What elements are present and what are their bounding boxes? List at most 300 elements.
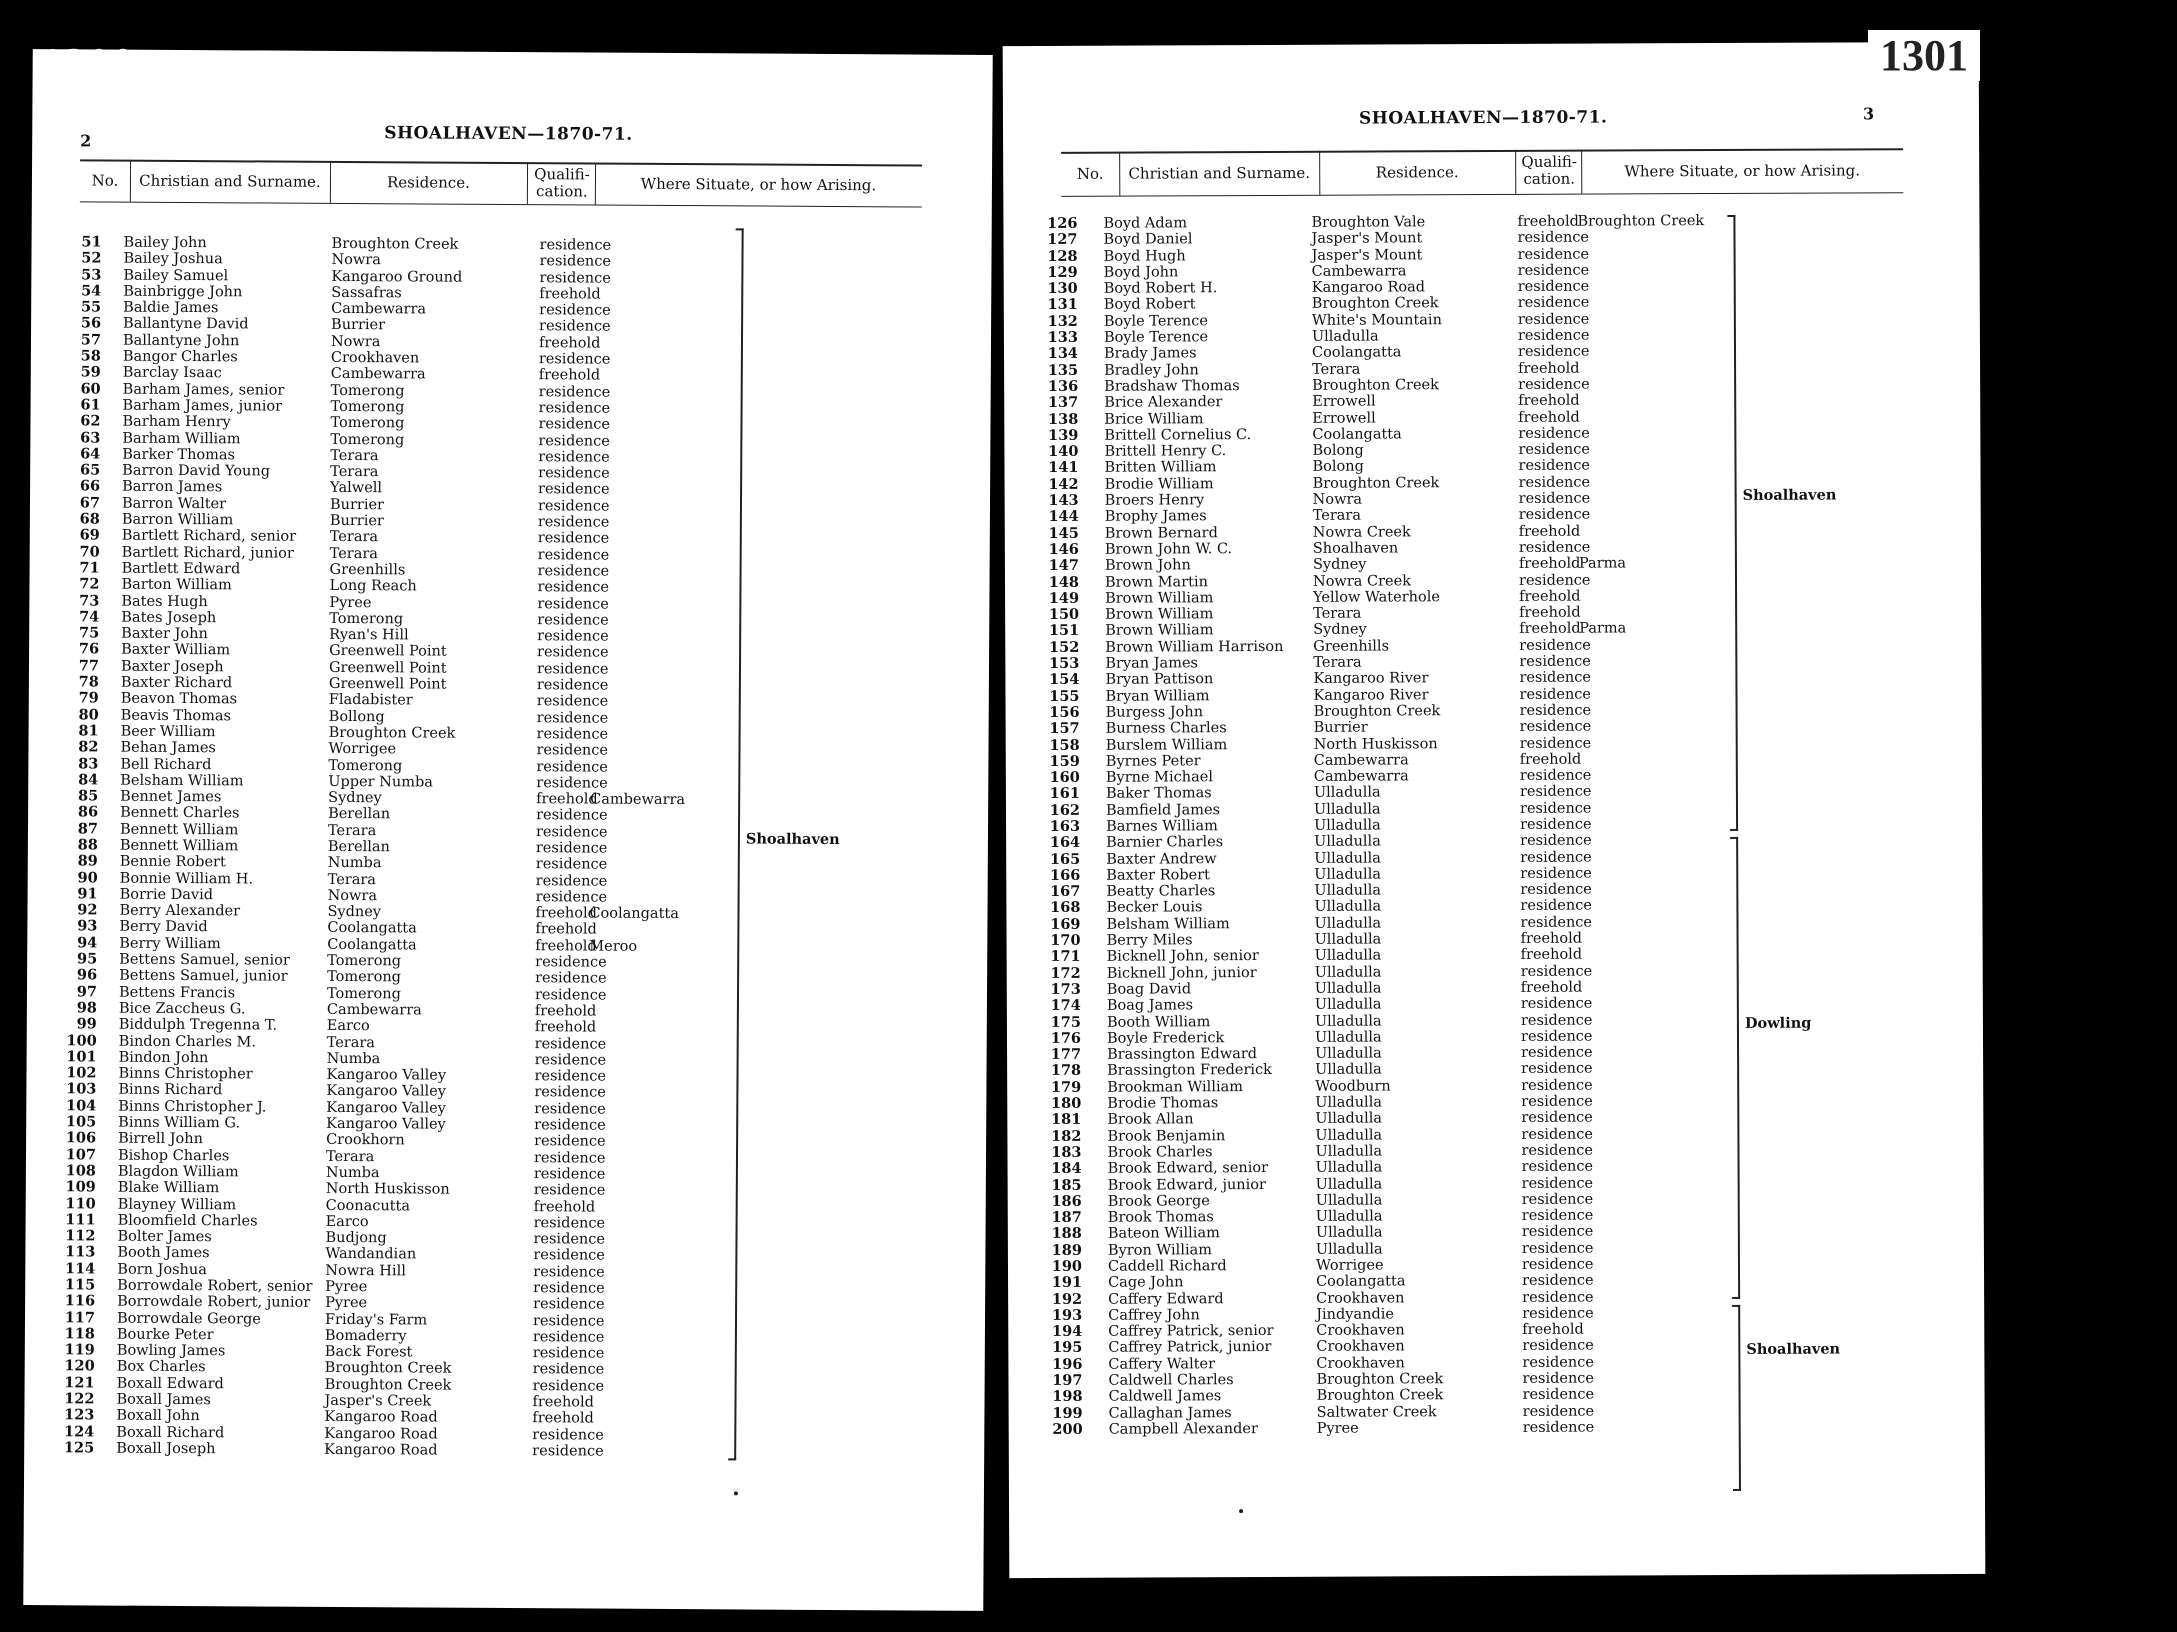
entry-qualification: residence	[534, 986, 607, 1004]
entry-number: 69	[79, 526, 100, 544]
entry-name: Barham James, senior	[122, 381, 285, 399]
entry-qualification: residence	[1521, 1207, 1594, 1224]
entry-name: Caffery Edward	[1108, 1290, 1224, 1308]
entry-qualification: freehold	[535, 905, 597, 922]
entry-residence: Terara	[1312, 361, 1361, 378]
entry-name: Bishop Charles	[117, 1147, 230, 1164]
entry-number: 182	[1051, 1127, 1082, 1145]
corner-folio-right: 1301	[1868, 30, 1980, 81]
entry-number: 148	[1048, 573, 1080, 591]
entry-name: Brookman William	[1107, 1078, 1244, 1096]
entry-number: 179	[1050, 1078, 1082, 1096]
entry-name: Bloomfield Charles	[117, 1212, 258, 1230]
entry-number: 199	[1052, 1404, 1083, 1422]
entry-qualification: residence	[532, 1443, 604, 1460]
entry-qualification: residence	[1520, 849, 1592, 866]
entry-residence: Pyree	[1316, 1420, 1359, 1437]
entry-where-situate: Parma	[1578, 555, 1627, 572]
entry-residence: Ulladulla	[1313, 801, 1381, 818]
entry-name: Bates Hugh	[121, 593, 208, 610]
bracket-label: Shoalhaven	[745, 830, 840, 849]
entry-number: 166	[1049, 866, 1081, 884]
entry-qualification: residence	[536, 709, 609, 727]
entry-number: 197	[1052, 1371, 1083, 1390]
entry-name: Brice Alexander	[1104, 394, 1223, 411]
entry-number: 163	[1049, 817, 1081, 835]
entry-residence: Ulladulla	[1314, 866, 1382, 883]
entry-number: 178	[1050, 1062, 1082, 1080]
entry-residence: Ulladulla	[1314, 996, 1382, 1014]
entry-number: 169	[1050, 915, 1081, 933]
entry-residence: Kangaroo Road	[1311, 279, 1426, 296]
entry-residence: Bolong	[1312, 442, 1364, 459]
entry-qualification: residence	[1519, 702, 1592, 719]
entry-name: Bicknell John, junior	[1106, 964, 1257, 982]
entry-qualification: residence	[1522, 1419, 1595, 1436]
entry-name: Bartlett Richard, senior	[121, 527, 297, 546]
entry-name: Brassington Frederick	[1107, 1062, 1272, 1080]
entry-residence: Jindyandie	[1316, 1306, 1394, 1323]
entry-residence: Nowra	[1312, 491, 1363, 508]
entry-number: 196	[1052, 1355, 1083, 1373]
entry-number: 165	[1049, 850, 1081, 868]
entry-residence: Ulladulla	[1315, 1094, 1382, 1111]
entry-residence: Coolangatta	[327, 920, 417, 937]
entry-residence: Greenwell Point	[328, 675, 447, 693]
entry-residence: Greenwell Point	[329, 643, 447, 661]
entry-number: 79	[78, 689, 99, 707]
entry-residence: Ulladulla	[1314, 833, 1381, 851]
entry-residence: Ulladulla	[1315, 1241, 1383, 1258]
entry-residence: Crookhorn	[326, 1132, 405, 1149]
entry-name: Cage John	[1108, 1274, 1184, 1291]
entry-residence: Coolangatta	[327, 936, 417, 954]
entry-qualification: residence	[1519, 783, 1592, 801]
header-no: No.	[91, 171, 119, 190]
entry-name: Brown William	[1105, 606, 1214, 623]
entry-qualification: residence	[532, 1426, 604, 1444]
entry-name: Baxter Andrew	[1106, 850, 1217, 868]
entry-name: Brook Allan	[1107, 1111, 1194, 1129]
entry-number: 94	[77, 934, 98, 952]
entry-number: 150	[1048, 605, 1080, 624]
entry-residence: Crookhaven	[1316, 1338, 1405, 1356]
entry-residence: Tomerong	[330, 398, 405, 416]
entry-qualification: freehold	[1520, 979, 1583, 996]
entry-qualification: residence	[1520, 865, 1592, 882]
entry-number: 177	[1050, 1045, 1082, 1064]
entry-residence: Ulladulla	[1314, 947, 1382, 965]
entry-name: Brook George	[1107, 1193, 1210, 1210]
entry-number: 87	[77, 820, 99, 838]
entry-qualification: residence	[1519, 718, 1592, 736]
entry-qualification: residence	[1518, 425, 1590, 442]
entry-qualification: residence	[537, 579, 610, 596]
entry-qualification: residence	[1521, 1256, 1594, 1273]
entry-number: 133	[1047, 328, 1078, 347]
entry-residence: Terara	[325, 1148, 375, 1165]
entry-name: Bindon Charles M.	[118, 1033, 257, 1051]
entry-name: Barron Walter	[121, 495, 227, 513]
entry-qualification: residence	[537, 595, 609, 613]
entry-number: 95	[76, 950, 98, 968]
entry-residence: Budjong	[325, 1230, 387, 1247]
entry-qualification: residence	[537, 497, 610, 515]
entry-name: Boxall Joseph	[116, 1440, 216, 1458]
entry-qualification: residence	[532, 1329, 605, 1346]
entry-number: 57	[80, 331, 102, 349]
entry-number: 55	[80, 298, 102, 316]
entry-residence: Ulladulla	[1315, 1045, 1382, 1062]
entry-where-situate: Cambewarra	[590, 791, 686, 809]
col-divider	[1515, 150, 1516, 194]
bracket-label: Shoalhaven	[1742, 486, 1837, 504]
entry-residence: Nowra	[331, 252, 381, 269]
entry-residence: Shoalhaven	[1312, 540, 1399, 557]
entry-residence: North Huskisson	[1313, 735, 1438, 753]
entry-qualification: residence	[537, 612, 609, 629]
entry-name: Barron William	[121, 511, 234, 529]
entry-residence: Kangaroo Valley	[326, 1115, 446, 1133]
entry-name: Brown William	[1105, 622, 1214, 640]
entry-number: 144	[1048, 508, 1079, 526]
entry-number: 191	[1051, 1274, 1083, 1292]
entry-residence: Kangaroo Road	[324, 1425, 438, 1443]
entry-qualification: residence	[539, 237, 612, 254]
entry-number: 122	[64, 1390, 95, 1408]
entry-residence: Ulladulla	[1314, 898, 1382, 916]
entry-number: 141	[1048, 459, 1079, 477]
bracket-label: Dowling	[1744, 1014, 1812, 1032]
entry-name: Brittell Cornelius C.	[1104, 426, 1252, 444]
entry-name: Bangor Charles	[122, 348, 238, 366]
entry-name: Baker Thomas	[1105, 785, 1212, 803]
entry-residence: Nowra Creek	[1312, 572, 1412, 590]
header-where-situate: Where Situate, or how Arising.	[640, 174, 877, 195]
entry-number: 170	[1050, 931, 1081, 949]
entry-number: 151	[1048, 622, 1080, 640]
entry-residence: Ulladulla	[1314, 817, 1381, 834]
entry-residence: Ulladulla	[1315, 1224, 1383, 1242]
entry-qualification: residence	[532, 1361, 605, 1379]
entry-number: 113	[65, 1243, 96, 1261]
entry-qualification: residence	[533, 1263, 605, 1281]
entry-name: Bradley John	[1104, 361, 1199, 379]
entry-qualification: residence	[1519, 653, 1591, 670]
entry-number: 200	[1052, 1420, 1083, 1438]
entry-residence: Berellan	[327, 838, 390, 856]
entry-qualification: residence	[1519, 669, 1591, 687]
entry-where-situate: Parma	[1579, 620, 1627, 638]
entry-name: Boyd Hugh	[1103, 247, 1186, 265]
entry-residence: Nowra	[327, 887, 378, 905]
entry-name: Barnes William	[1106, 818, 1218, 835]
entry-qualification: residence	[539, 318, 611, 336]
entry-name: Brook Charles	[1107, 1144, 1213, 1161]
running-head: SHOALHAVEN—1870-71.	[384, 123, 633, 145]
entry-number: 160	[1049, 768, 1080, 787]
entry-residence: Ulladulla	[1311, 328, 1379, 345]
entry-name: Campbell Alexander	[1108, 1421, 1258, 1438]
entry-number: 180	[1050, 1094, 1082, 1112]
entry-name: Barham James, junior	[122, 397, 283, 415]
entry-qualification: residence	[532, 1377, 605, 1395]
entry-number: 74	[79, 608, 100, 626]
entry-residence: Bolong	[1312, 459, 1364, 476]
entry-residence: Terara	[329, 529, 379, 546]
header-top-rule	[80, 159, 922, 166]
entry-residence: Bollong	[328, 708, 385, 725]
entry-number: 83	[78, 754, 99, 772]
entry-name: Bryan Pattison	[1105, 671, 1214, 689]
entry-number: 107	[65, 1145, 97, 1164]
entry-number: 72	[79, 575, 100, 593]
entry-qualification: residence	[536, 677, 609, 694]
header-residence: Residence.	[1375, 163, 1459, 182]
entry-name: Boyd Robert H.	[1103, 280, 1218, 297]
entry-name: Brady James	[1103, 345, 1197, 363]
entry-number: 56	[80, 314, 102, 332]
entry-name: Bowling James	[116, 1342, 226, 1360]
entry-residence: Ryan's Hill	[329, 627, 409, 644]
entry-qualification: residence	[1520, 816, 1592, 833]
entry-number: 63	[80, 428, 101, 447]
entry-number: 171	[1050, 948, 1081, 966]
entry-number: 123	[64, 1406, 95, 1424]
entry-qualification: residence	[1520, 898, 1592, 915]
entry-number: 71	[79, 559, 100, 577]
entry-name: Bailey Samuel	[123, 267, 229, 284]
entry-name: Brittell Henry C.	[1104, 443, 1227, 460]
entry-name: Brassington Edward	[1107, 1046, 1258, 1063]
entry-name: Binns William G.	[118, 1114, 241, 1132]
entry-residence: Sydney	[327, 904, 382, 921]
entry-name: Boyd Adam	[1103, 215, 1188, 232]
entry-number: 192	[1051, 1290, 1083, 1308]
entry-qualification: residence	[1520, 995, 1593, 1013]
entry-residence: Kangaroo Valley	[326, 1067, 447, 1084]
entry-number: 60	[80, 380, 101, 398]
entry-number: 185	[1051, 1176, 1082, 1194]
entry-name: Burness Charles	[1105, 720, 1227, 737]
entry-qualification: residence	[537, 563, 610, 580]
entry-qualification: residence	[1522, 1403, 1595, 1420]
entry-name: Byrnes Peter	[1105, 753, 1201, 770]
entry-name: Booth William	[1106, 1013, 1211, 1031]
entry-name: Bradshaw Thomas	[1104, 378, 1240, 395]
entry-name: Berry David	[119, 919, 208, 936]
entry-number: 128	[1047, 247, 1078, 265]
entry-name: Berry Miles	[1106, 932, 1193, 949]
entry-qualification: residence	[1521, 1240, 1594, 1257]
entry-name: Burslem William	[1105, 736, 1228, 754]
entry-qualification: residence	[1518, 539, 1591, 556]
entry-number: 131	[1047, 296, 1078, 314]
ink-dot	[1239, 1509, 1243, 1513]
entry-name: Bennett Charles	[120, 805, 240, 822]
entry-number: 143	[1048, 491, 1079, 509]
page-number: 2	[80, 131, 92, 151]
entry-number: 70	[79, 543, 100, 561]
entry-qualification: freehold	[532, 1394, 595, 1411]
entry-name: Barron James	[122, 479, 223, 496]
entry-number: 92	[77, 901, 98, 919]
entry-residence: Numba	[326, 1050, 381, 1068]
entry-number: 110	[65, 1194, 96, 1213]
entry-qualification: residence	[1518, 441, 1590, 459]
entry-residence: Saltwater Creek	[1316, 1403, 1437, 1421]
entry-qualification: freehold	[536, 791, 598, 808]
entry-qualification: residence	[1517, 262, 1590, 279]
entry-name: Caffery Walter	[1108, 1356, 1216, 1373]
entry-qualification: residence	[1517, 343, 1590, 361]
entry-name: Bindon John	[118, 1049, 209, 1067]
entry-number: 117	[64, 1308, 96, 1327]
entry-number: 118	[64, 1325, 95, 1343]
entry-qualification: residence	[538, 481, 610, 499]
entry-number: 75	[78, 624, 100, 642]
header-qualification: Qualifi-cation.	[534, 165, 590, 201]
entry-qualification: residence	[535, 856, 608, 873]
entry-qualification: freehold	[1518, 360, 1580, 377]
entry-qualification: residence	[538, 400, 611, 417]
entry-where-situate: Coolangatta	[589, 905, 679, 923]
entry-qualification: freehold	[532, 1410, 594, 1427]
entry-qualification: residence	[537, 546, 610, 564]
entry-qualification: residence	[1520, 881, 1592, 899]
entry-residence: Coolangatta	[1316, 1273, 1406, 1291]
entry-qualification: residence	[537, 530, 610, 547]
entry-number: 61	[80, 396, 101, 414]
entry-number: 194	[1051, 1322, 1083, 1341]
entry-name: Becker Louis	[1106, 899, 1203, 917]
entry-number: 88	[77, 836, 98, 854]
entry-qualification: residence	[538, 432, 610, 450]
entry-qualification: residence	[1521, 1142, 1594, 1159]
entry-residence: Greenhills	[329, 561, 406, 579]
entry-qualification: residence	[1518, 490, 1591, 507]
entry-residence: Terara	[1313, 654, 1362, 671]
entry-number: 99	[76, 1015, 97, 1033]
entry-qualification: residence	[1522, 1305, 1594, 1322]
entry-number: 100	[66, 1031, 97, 1050]
entry-number: 153	[1049, 654, 1080, 672]
entry-qualification: residence	[538, 351, 611, 368]
entry-name: Caldwell James	[1108, 1388, 1222, 1406]
entry-number: 98	[76, 999, 97, 1017]
entry-residence: Cambewarra	[326, 1001, 422, 1019]
entry-number: 81	[78, 722, 99, 740]
entry-qualification: freehold	[533, 1198, 596, 1216]
bracket-shoalhaven	[1732, 1305, 1741, 1491]
entry-residence: Numba	[327, 855, 382, 872]
entry-qualification: residence	[1521, 1126, 1593, 1143]
entry-qualification: freehold	[1520, 930, 1583, 947]
entry-qualification: residence	[1521, 1109, 1593, 1127]
entry-name: Boyd Daniel	[1103, 231, 1193, 248]
entry-qualification: freehold	[1522, 1321, 1584, 1339]
entry-qualification: residence	[1520, 832, 1592, 850]
entry-qualification: residence	[533, 1214, 606, 1232]
entry-qualification: residence	[1520, 1028, 1593, 1045]
entry-qualification: residence	[532, 1345, 605, 1362]
entry-qualification: residence	[532, 1312, 605, 1330]
entry-number: 68	[79, 510, 100, 528]
entry-number: 142	[1048, 475, 1079, 493]
entry-qualification: residence	[539, 269, 611, 287]
entry-name: Bicknell John, senior	[1106, 948, 1259, 966]
entry-residence: Ulladulla	[1314, 850, 1381, 867]
entry-residence: Ulladulla	[1315, 1159, 1383, 1177]
entry-name: Caddell Richard	[1107, 1258, 1227, 1275]
entry-name: Caldwell Charles	[1108, 1372, 1234, 1389]
entry-qualification: residence	[535, 954, 607, 971]
entry-number: 67	[79, 494, 101, 512]
entry-number: 119	[64, 1341, 95, 1359]
entry-residence: Broughton Creek	[1313, 703, 1441, 720]
entry-qualification: residence	[536, 742, 609, 759]
entry-name: Binns Christopher J.	[118, 1098, 267, 1116]
entry-number: 149	[1048, 589, 1080, 607]
running-head: SHOALHAVEN—1870-71.	[1358, 107, 1608, 129]
header-residence: Residence.	[386, 173, 470, 192]
entry-name: Brown John	[1104, 557, 1191, 574]
entry-qualification: residence	[536, 807, 608, 824]
entry-name: Bainbrigge John	[123, 283, 243, 301]
entry-residence: Greenwell Point	[328, 659, 447, 677]
entry-residence: Pyree	[325, 1278, 368, 1296]
entry-name: Brodie Thomas	[1107, 1095, 1219, 1112]
entry-name: Biddulph Tregenna T.	[118, 1016, 278, 1034]
entry-name: Boxall James	[116, 1391, 211, 1409]
entry-qualification: residence	[534, 1133, 606, 1150]
header-name: Christian and Surname.	[139, 171, 321, 191]
entry-name: Bennie Robert	[119, 853, 226, 871]
entry-qualification: residence	[1518, 474, 1591, 491]
entry-residence: Earco	[326, 1018, 370, 1035]
entry-residence: Tomerong	[328, 757, 403, 774]
entry-name: Ballantyne David	[123, 316, 249, 333]
entry-number: 154	[1049, 671, 1080, 689]
entry-residence: Tomerong	[327, 952, 402, 970]
entry-number: 146	[1048, 540, 1079, 558]
entry-qualification: freehold	[534, 1019, 597, 1036]
entry-residence: Ulladulla	[1313, 784, 1381, 802]
entry-qualification: residence	[538, 465, 610, 482]
entry-name: Bennet James	[120, 788, 222, 806]
entry-residence: Ulladulla	[1314, 1029, 1382, 1046]
entry-qualification: residence	[535, 889, 608, 906]
entry-name: Binns Richard	[118, 1082, 223, 1099]
entry-residence: Back Forest	[324, 1344, 413, 1361]
entry-residence: Nowra Creek	[1312, 524, 1411, 541]
entry-number: 158	[1049, 736, 1080, 754]
entry-number: 145	[1048, 524, 1079, 542]
entry-name: Barton William	[121, 576, 232, 594]
entry-name: Bourke Peter	[116, 1326, 214, 1344]
entry-number: 136	[1047, 377, 1079, 395]
entry-name: Bennett William	[119, 821, 239, 839]
entry-name: Bamfield James	[1105, 801, 1221, 819]
entry-number: 198	[1052, 1388, 1083, 1406]
entry-qualification: residence	[1522, 1386, 1595, 1404]
entry-number: 181	[1051, 1111, 1082, 1129]
entry-residence: Jasper's Creek	[324, 1392, 432, 1410]
entry-residence: Crookhaven	[330, 349, 420, 367]
entry-number: 51	[81, 233, 102, 251]
entry-qualification: residence	[1521, 1061, 1593, 1078]
entry-number: 124	[63, 1422, 95, 1441]
